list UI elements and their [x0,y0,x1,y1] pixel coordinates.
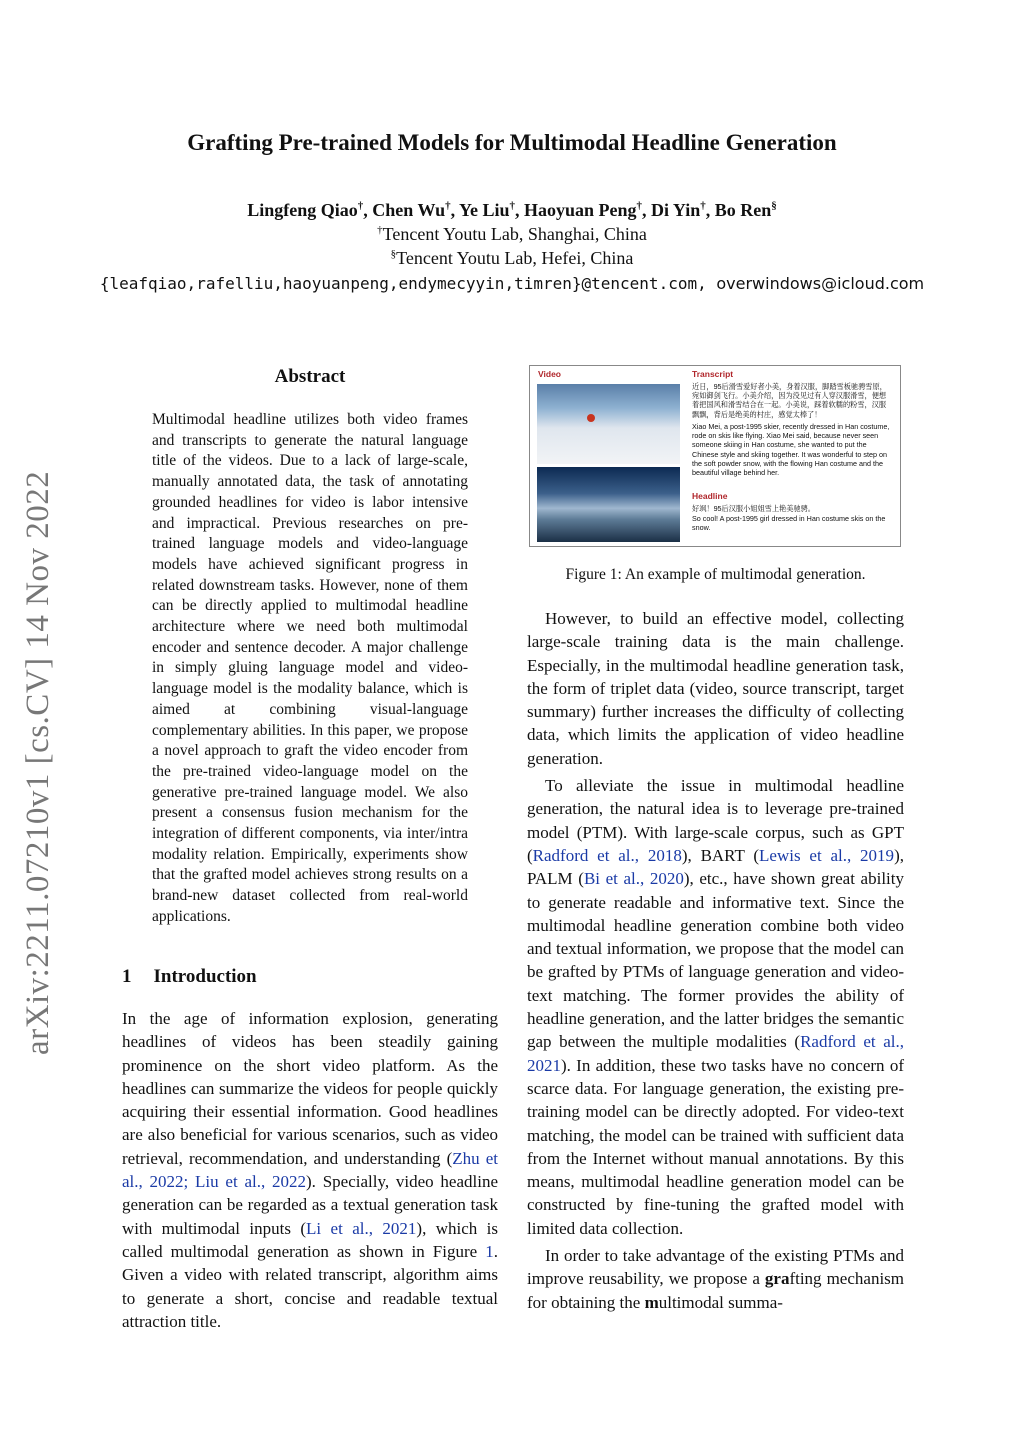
author: Chen Wu [372,200,446,220]
citation-link[interactable]: Bi et al., 2020 [583,869,684,889]
citation-link[interactable]: Lewis et al., 2019 [759,845,895,865]
author: Bo Ren [714,200,772,220]
paragraph: In order to take advantage of the existing PTMs and improve reusability, we propose a grafting mechanism for obtaining the multimodal summa- [527,1246,905,1312]
paragraph: However, to build an effective model, collecting large-scale training data is the main challenge. Especially, in the multimodal headline generation task, the form of triplet data (video, source transcript, target summary) further increases the difficulty of collecting data, which limits the application of video headline generation. [527,609,904,768]
arxiv-stamp: arXiv:2211.07210v1 [cs.CV] 14 Nov 2022 [20,470,56,1055]
affiliation: §Tencent Youtu Lab, Hefei, China [390,248,634,268]
figure-ref-link[interactable]: 1 [485,1241,494,1261]
video-label: Video [538,369,561,379]
video-frame-snowy-village [537,467,680,542]
author: Haoyuan Peng [524,200,637,220]
author-emails: {leafqiao,rafelliu,haoyuanpeng,endymecyyin,timren}@tencent.com, overwindows@icloud.com [99,274,925,293]
citation-link[interactable]: Li et al., 2021 [306,1218,417,1238]
paragraph: To alleviate the issue in multimodal headline generation, the natural idea is to leverage pre-trained model (PTM). With large-scale corpus, such as GPT (Radford et al., 2018), BART (Lewis et al., 2019), PALM (Bi et al., 2020), etc., have shown great ability to generate readable and informative text. Since the multimodal headline generation combine both video and textual information, we propose that the model can be grafted by PTMs of language generation and video-text matching. The former provides the ability of headline generation, and the latter bridges the semantic gap between the multiple modalities (Radford et al., 2021). In addition, these two tasks have no concern of scarce data. For language generation, the existing pre-training model can be directly adopted. For video-text matching, the model can be trained with sufficient data from the Internet without manual annotations. By this means, multimodal headline generation model can be constructed by fine-tuning the grafted model with limited data collection. [527,776,904,1238]
transcript-label: Transcript [692,369,734,379]
figure-caption: Figure 1: An example of multimodal generation. [565,566,866,583]
intro-paragraph: In the age of information explosion, generating headlines of videos has been steadily gaining prominence on the short video platform. As the headlines can summarize the videos for people quickly acquiring their essential information. Good headlines are also beneficial for various scenarios, such as video retrieval, recommendation, and understanding (Zhu et al., 2022; Liu et al., 2022). Specially, video headline generation can be regarded as a textual generation task with multimodal inputs (Li et al., 2021), which is called multimodal generation as shown in Figure 1. Given a video with related transcript, algorithm aims to generate a short, concise and readable textual attraction title. [122,1009,499,1331]
transcript-zh: 近日，95后滑雪爱好者小美，身着汉服，脚踏雪板驰骋雪原，宛如御剑飞行。小美介绍，因为没见过有人穿汉服滑雪，便想着把国风和滑雪结合在一起。小美说，踩着软糯的粉雪，汉服飘飘，背后是绝美的村庄，感觉太棒了！ [692,382,887,419]
author: Ye Liu [458,200,510,220]
paper-title: Grafting Pre-trained Models for Multimodal Headline Generation [187,130,837,155]
video-frame-ski-slope [537,384,680,464]
citation-link[interactable]: Zhu et al., 2022; Liu et al., 2022 [122,1148,498,1192]
headline-zh: 好飒！95后汉服小姐姐雪上艳美驰骋。 [692,504,815,513]
skier-icon [587,414,595,422]
citation-link[interactable]: Radford et al., 2021 [527,1032,904,1075]
affiliation: †Tencent Youtu Lab, Shanghai, China [377,224,647,244]
citation-link[interactable]: Radford et al., 2018 [532,845,682,865]
abstract-heading: Abstract [274,366,346,387]
section-heading: 1 Introduction [122,966,257,987]
abstract-text: Multimodal headline utilizes both video frames and transcripts to generate the natural language title of the videos. Due to a lack of large-scale, manually annotated data, the task of annotating grounded headlines for video is labor intensive and impractical. Previous researches on pre-trained language models and video-language models have achieved significant progress in related downstream tasks. However, none of them can be directly applied to multimodal headline architecture where we need both multimodal encoder and sentence decoder. A major challenge in simply gluing language model and video-language model is the modality balance, which is aimed at combining visual-language complementary abilities. In this paper, we propose a novel approach to graft the video encoder from the pre-trained video-language model on the generative pre-trained language model. We also present a consensus fusion mechanism for the integration of different components, via inter/intra modality relation. Empirically, experiments show that the grafted model achieves strong results on a brand-new dataset collected from real-world applications. [152,411,468,925]
headline-label: Headline [692,491,728,501]
figure-1 [529,365,901,547]
author: Lingfeng Qiao [247,200,358,220]
author-list: Lingfeng Qiao†, Chen Wu†, Ye Liu†, Haoyuan Peng†, Di Yin†, Bo Ren§ [247,200,777,220]
headline-en: So cool! A post-1995 girl dressed in Han costume skis on the snow. [692,514,886,533]
right-column-text [527,607,904,1314]
author: Di Yin [651,200,701,220]
transcript-en: Xiao Mei, a post-1995 skier, recently dressed in Han costume, rode on skis like flying. Xiao Mei said, because never seen someone skiing in Han costume, she wanted to put the Chinese style and skiing together. It was wonderful to step on the soft powder snow, with the flowing Han costume and the beautiful village behind her. [692,422,890,478]
